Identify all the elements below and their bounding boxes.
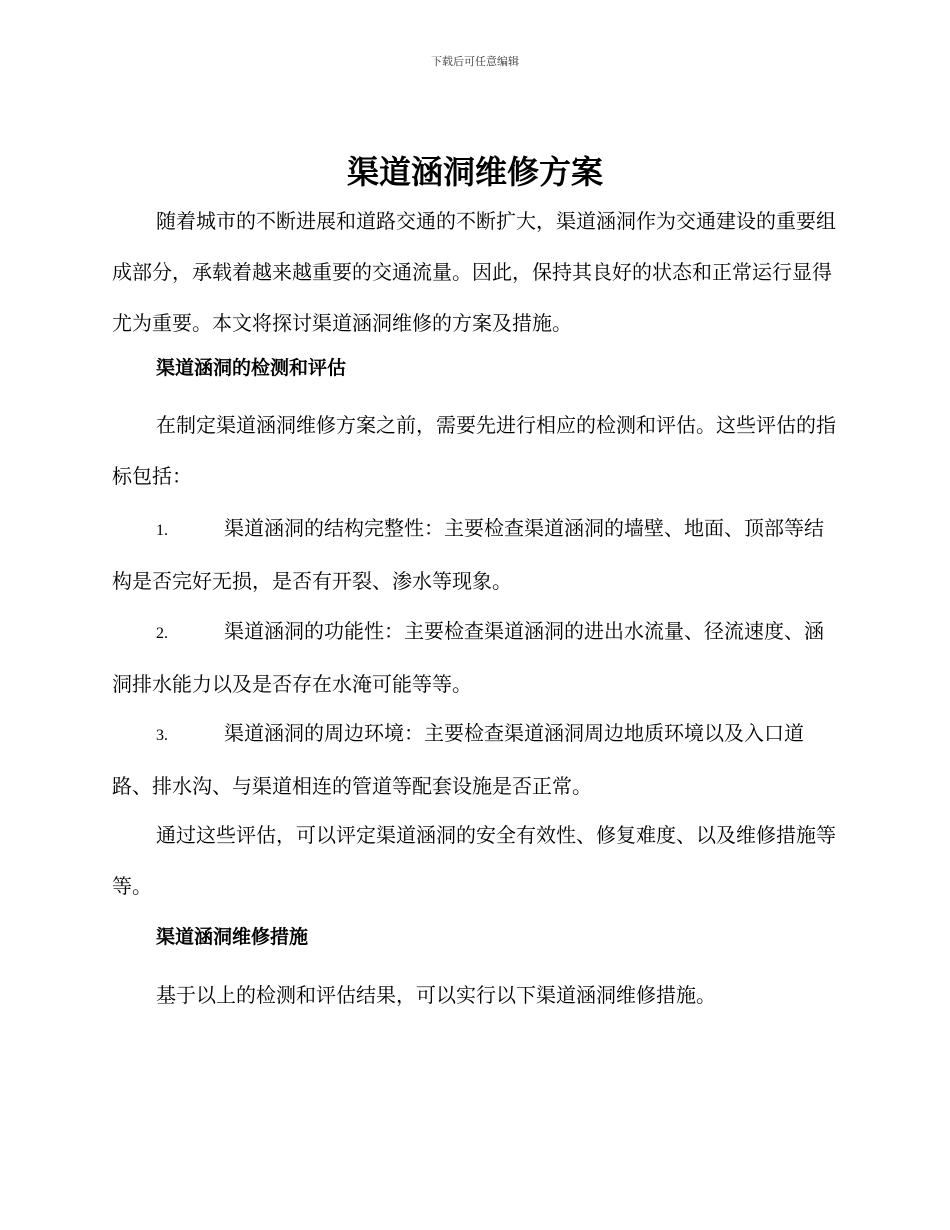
list-item-structure — [112, 503, 842, 607]
list-item-text: 渠道涵洞的功能性：主要检查渠道涵洞的进出水流量、径流速度、涵洞排水能力以及是否存在水淹可能等等。 — [112, 619, 824, 696]
section-heading-inspection: 渠道涵洞的检测和评估 — [156, 357, 347, 379]
inspection-conclusion-paragraph: 通过这些评估，可以评定渠道涵洞的安全有效性、修复难度、以及维修措施等等。 — [112, 823, 836, 898]
list-number: 1. — [156, 522, 168, 539]
page-header: 下载后可任意编辑 — [431, 55, 519, 68]
document-title: 渠道涵洞维修方案 — [346, 153, 603, 191]
list-item-text: 渠道涵洞的周边环境：主要检查渠道涵洞周边地质环境以及入口道路、排水沟、与渠道相连的管道等配套设施是否正常。 — [112, 721, 804, 798]
measures-lead-paragraph: 基于以上的检测和评估结果，可以实行以下渠道涵洞维修措施。 — [156, 983, 716, 1007]
section-heading-measures: 渠道涵洞维修措施 — [156, 926, 309, 948]
list-item-text: 渠道涵洞的结构完整性：主要检查渠道涵洞的墙壁、地面、顶部等结构是否完好无损，是否有开裂、渗水等现象。 — [112, 516, 824, 593]
intro-paragraph: 随着城市的不断进展和道路交通的不断扩大，渠道涵洞作为交通建设的重要组成部分，承载着越来越重要的交通流量。因此，保持其良好的状态和正常运行显得尤为重要。本文将探讨渠道涵洞维修的方案及措施。 — [112, 209, 836, 335]
list-number: 3. — [156, 727, 168, 744]
inspection-lead-paragraph: 在制定渠道涵洞维修方案之前，需要先进行相应的检测和评估。这些评估的指标包括： — [112, 413, 836, 488]
list-item-function — [112, 606, 842, 710]
list-item-environment — [112, 708, 842, 812]
list-number: 2. — [156, 625, 168, 642]
